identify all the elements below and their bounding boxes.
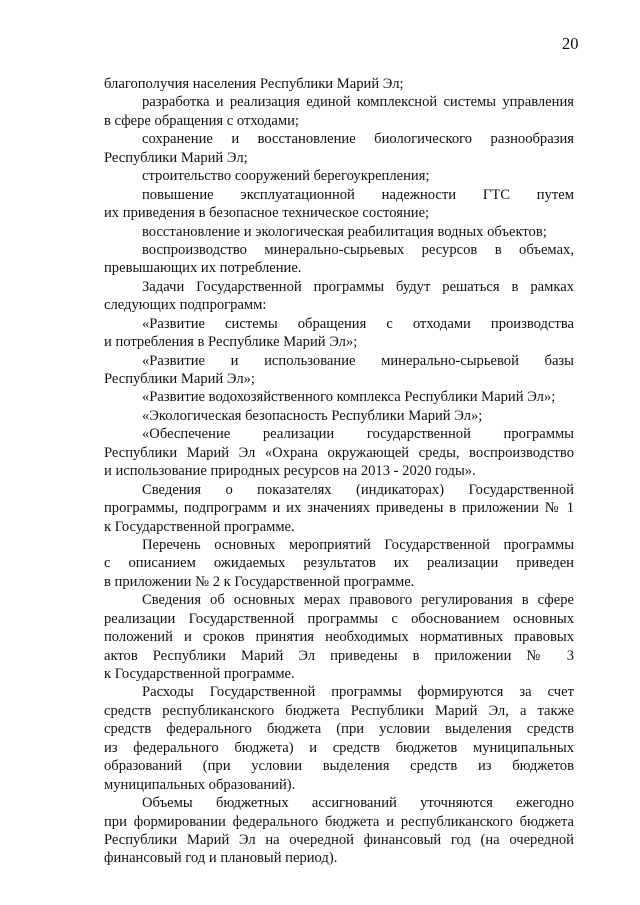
text-line: строительство сооружений берегоукрепления; xyxy=(142,168,430,185)
text-line: с описанием ожидаемых результатов их реализации приведен xyxy=(104,555,574,572)
text-line: Республики Марий Эл на очередной финансовый год (на очередной xyxy=(104,831,574,848)
text-line: и использование природных ресурсов на 2013 - 2020 годы». xyxy=(104,463,476,480)
text-line: «Развитие системы обращения с отходами производства xyxy=(142,315,574,332)
text-line: «Развитие и использование минерально-сырьевой базы xyxy=(142,352,574,369)
text-line: разработка и реализация единой комплексной системы управления xyxy=(142,94,574,111)
text-line: Республики Марий Эл; xyxy=(104,149,248,166)
text-line: актов Республики Марий Эл приведены в приложении № 3 xyxy=(104,647,574,664)
text-line: Республики Марий Эл»; xyxy=(104,371,255,387)
text-line: средств федерального бюджета (при условии выделения средств xyxy=(104,721,574,738)
text-line: в приложении № 2 к Государственной программе. xyxy=(104,573,415,590)
text-line: образований (при условии выделения средств из бюджетов xyxy=(104,758,574,775)
document-body xyxy=(104,75,574,868)
text-line: Расходы Государственной программы формируются за счет xyxy=(142,684,574,701)
text-line: Республики Марий Эл «Охрана окружающей среды, воспроизводство xyxy=(104,444,574,461)
text-line: при формировании федерального бюджета и республиканского бюджета xyxy=(104,813,574,830)
text-line: повышение эксплуатационной надежности ГТС путем xyxy=(142,186,574,203)
text-line: реализации Государственной программы с обоснованием основных xyxy=(104,610,574,627)
text-line: Сведения об основных мерах правового регулирования в сфере xyxy=(142,592,574,609)
text-line: Задачи Государственной программы будут решаться в рамках xyxy=(142,278,574,295)
text-line: «Развитие водохозяйственного комплекса Республики Марий Эл»; xyxy=(142,389,556,406)
text-line: следующих подпрограмм: xyxy=(104,297,267,314)
text-line: к Государственной программе. xyxy=(104,666,295,682)
text-line: превышающих их потребление. xyxy=(104,260,302,277)
text-line: из федерального бюджета) и средств бюджетов муниципальных xyxy=(104,739,574,756)
text-line: положений и сроков принятия необходимых нормативных правовых xyxy=(104,629,574,646)
text-line: финансовый год и плановый период). xyxy=(104,850,338,867)
text-line: их приведения в безопасное техническое состояние; xyxy=(104,205,430,222)
text-line: благополучия населения Республики Марий Эл; xyxy=(104,76,404,92)
text-line: средств республиканского бюджета Республики Марий Эл, а также xyxy=(104,702,574,719)
text-line: Перечень основных мероприятий Государственной программы xyxy=(142,536,574,553)
text-line: восстановление и экологическая реабилитация водных объектов; xyxy=(142,223,547,240)
text-line: «Обеспечение реализации государственной программы xyxy=(142,426,574,443)
text-line: к Государственной программе. xyxy=(104,518,295,535)
text-line: муниципальных образований). xyxy=(104,776,296,793)
page-number: 20 xyxy=(562,34,579,53)
text-line: сохранение и восстановление биологического разнообразия xyxy=(142,131,574,148)
text-line: Объемы бюджетных ассигнований уточняются ежегодно xyxy=(142,795,574,812)
text-line: Сведения о показателях (индикаторах) Государственной xyxy=(142,481,574,498)
text-line: воспроизводство минерально-сырьевых ресурсов в объемах, xyxy=(142,241,574,258)
text-line: «Экологическая безопасность Республики Марий Эл»; xyxy=(142,407,483,424)
text-line: в сфере обращения с отходами; xyxy=(104,112,299,129)
text-line: и потребления в Республике Марий Эл»; xyxy=(104,334,358,351)
text-line: программы, подпрограмм и их значениях приведены в приложении № 1 xyxy=(104,500,574,517)
